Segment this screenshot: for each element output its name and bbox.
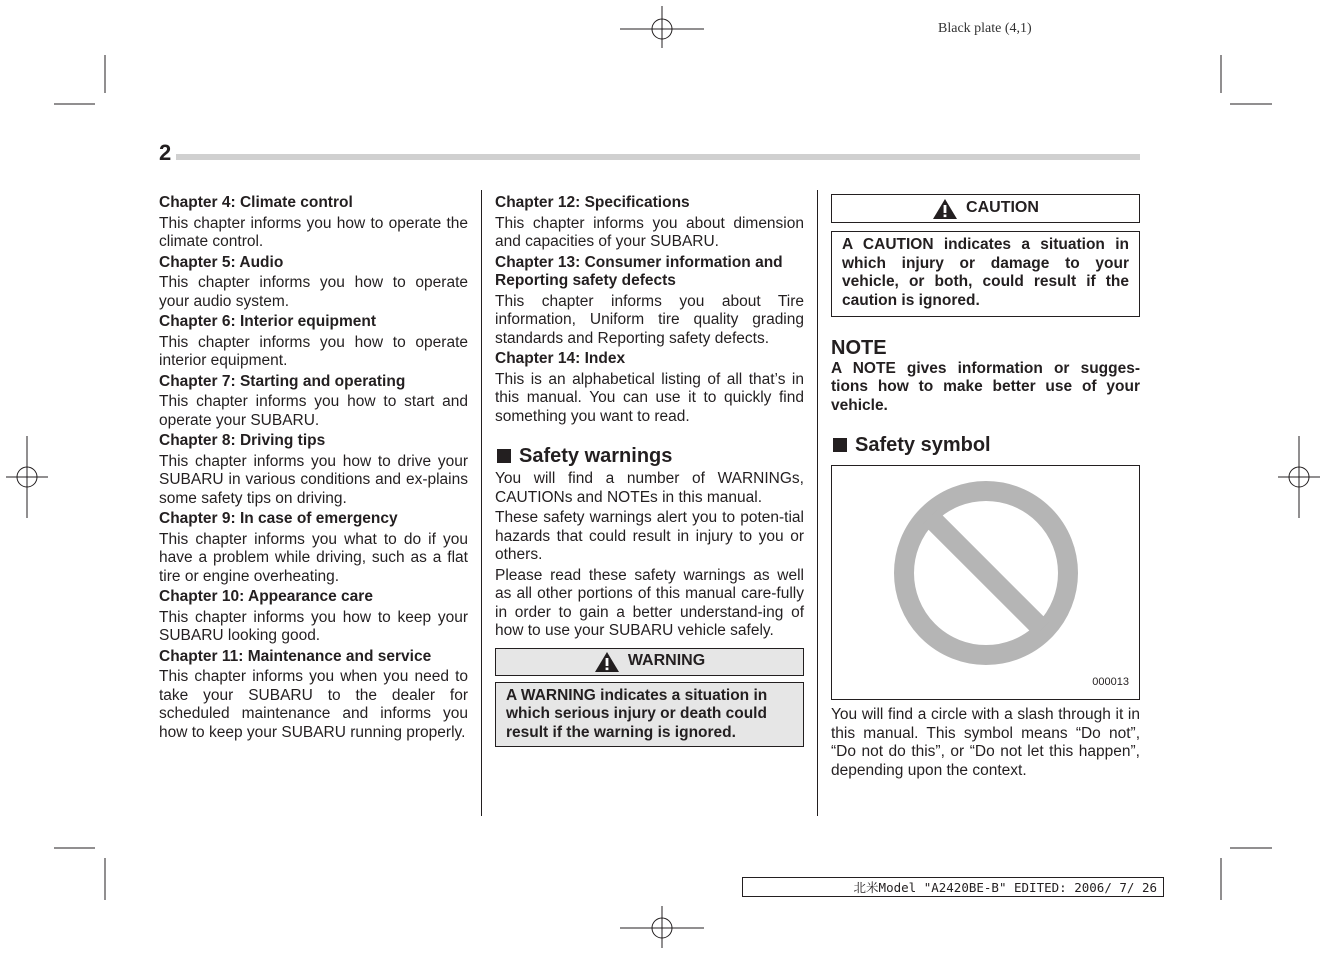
chapter-block — [495, 194, 804, 252]
edit-footer: 北米Model "A2420BE-B" EDITED: 2006/ 7/ 26 — [742, 877, 1164, 897]
chapter-description: This chapter informs you how to operate the climate control. — [159, 214, 468, 250]
chapter-description: This chapter informs you how to keep your SUBARU looking good. — [159, 608, 468, 644]
safety-symbol-figure — [831, 465, 1140, 700]
page-number: 2 — [159, 140, 172, 165]
warning-text: A WARNING indicates a situation in which serious injury or death could result if the warning is ignored. — [495, 682, 804, 748]
chapter-heading: Chapter 4: Climate control — [159, 194, 353, 211]
chapter-block — [495, 254, 804, 349]
chapter-description: This chapter informs you how to drive your SUBARU in various conditions and ex-plains some safety tips on driving. — [159, 452, 468, 507]
paragraph: You will find a number of WARNINGs, CAUTIONs and NOTEs in this manual. — [495, 470, 804, 506]
chapter-heading: Chapter 11: Maintenance and service — [159, 647, 432, 665]
paragraph: These safety warnings alert you to poten-tial hazards that could result in injury to you or others. — [495, 509, 804, 563]
section-title: Safety warnings — [519, 445, 673, 467]
plate-label: Black plate (4,1) — [938, 21, 1032, 36]
note-text: A NOTE gives information or sugges-tions how to make better use of your vehicle. — [831, 359, 1140, 414]
note-heading: NOTE — [831, 337, 887, 359]
caution-label: CAUTION — [966, 199, 1039, 217]
chapter-heading: Chapter 7: Starting and operating — [159, 372, 406, 390]
header-rule — [176, 154, 1140, 160]
figure-code: 000013 — [1092, 675, 1129, 688]
chapter-heading: Chapter 6: Interior equipment — [159, 313, 377, 330]
symbol-description: You will find a circle with a slash through it in this manual. This symbol means “Do not”, “Do not do this”, or “Do not let this happen”, depending upon the context. — [831, 706, 1140, 779]
chapter-block — [159, 432, 468, 508]
square-bullet-icon — [833, 438, 847, 452]
chapter-description: This is an alphabetical listing of all that’s in this manual. You can use it to quickly find something you want to read. — [495, 370, 804, 425]
chapter-heading: Chapter 9: In case of emergency — [159, 510, 398, 527]
chapter-block — [495, 350, 804, 426]
column-3 — [831, 194, 1140, 782]
chapter-block — [159, 373, 468, 431]
warning-label-box — [495, 648, 804, 676]
prohibition-icon — [832, 466, 1139, 699]
section-heading-safety-symbol — [831, 433, 1140, 457]
chapter-block — [159, 254, 468, 312]
chapter-block — [159, 194, 468, 252]
chapter-block — [159, 588, 468, 646]
warning-label: WARNING — [627, 652, 706, 670]
paragraph: Please read these safety warnings as well as all other portions of this manual care-fully in order to gain a better understand-ing of how to use your SUBARU vehicle safely. — [495, 566, 804, 639]
chapter-block — [159, 510, 468, 586]
chapter-description: This chapter informs you when you need to take your SUBARU to the dealer for scheduled maintenance and informs you how to keep your SUBARU running properly. — [159, 668, 468, 741]
chapter-description: This chapter informs you what to do if you have a problem while driving, such as a flat tire or engine overheating. — [159, 530, 468, 585]
section-title: Safety symbol — [855, 434, 991, 456]
chapter-block — [159, 313, 468, 371]
caution-label-box — [831, 194, 1140, 223]
chapter-description: This chapter informs you how to operate interior equipment. — [159, 333, 468, 369]
caution-text: A CAUTION indicates a situation in which injury or damage to your vehicle, or both, could result if the caution is ignored. — [831, 231, 1140, 317]
square-bullet-icon — [497, 449, 511, 463]
chapter-heading: Chapter 13: Consumer information and Reporting safety defects — [495, 253, 783, 289]
chapter-description: This chapter informs you how to start and operate your SUBARU. — [159, 393, 468, 429]
chapter-heading: Chapter 10: Appearance care — [159, 588, 373, 605]
column-1 — [159, 194, 468, 744]
chapter-description: This chapter informs you about dimension and capacities of your SUBARU. — [495, 214, 804, 250]
chapter-block — [159, 648, 468, 743]
chapter-description: This chapter informs you how to operate your audio system. — [159, 274, 468, 310]
column-2 — [495, 194, 804, 747]
chapter-heading: Chapter 14: Index — [495, 350, 626, 367]
chapter-heading: Chapter 5: Audio — [159, 253, 284, 271]
column-divider-1 — [481, 190, 482, 816]
section-heading-safety-warnings — [495, 444, 804, 468]
chapter-heading: Chapter 12: Specifications — [495, 194, 690, 211]
column-divider-2 — [817, 190, 818, 816]
chapter-heading: Chapter 8: Driving tips — [159, 432, 326, 449]
chapter-description: This chapter informs you about Tire information, Uniform tire quality grading standards and Reporting safety defects. — [495, 292, 804, 347]
warning-triangle-icon — [932, 198, 958, 220]
warning-triangle-icon — [594, 651, 620, 673]
